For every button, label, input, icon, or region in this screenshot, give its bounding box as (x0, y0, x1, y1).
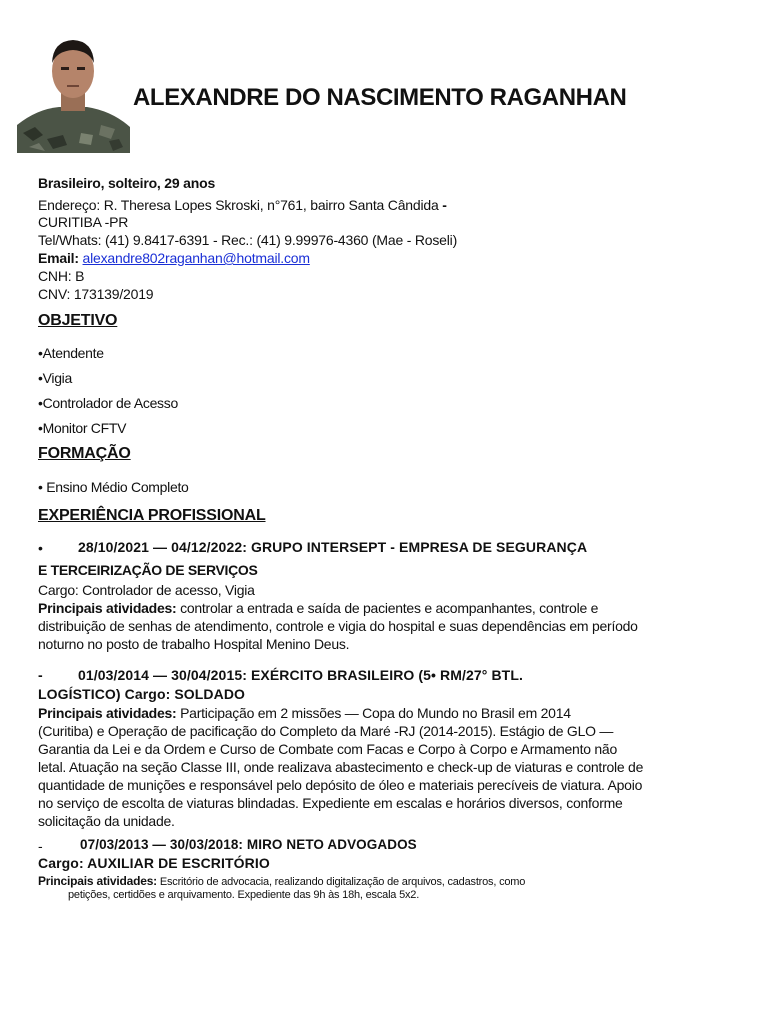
job-heading-continued: E TERCEIRIZAÇÃO DE SERVIÇOS (38, 562, 258, 578)
job-marker: - (38, 838, 43, 854)
cnv-line: CNV: 173139/2019 (38, 286, 154, 302)
education-item: • Ensino Médio Completo (38, 479, 189, 495)
email-link[interactable]: alexandre802raganhan@hotmail.com (82, 250, 310, 266)
job-activities-line: quantidade de munições e responsável pelo depósito de óleo e materiais perecíveis de viatura. Apoio (38, 777, 643, 793)
job-activities-line: Principais atividades: Participação em 2 missões — Copa do Mundo no Brasil em 2014 (38, 705, 571, 721)
job-heading-continued: Cargo: AUXILIAR DE ESCRITÓRIO (38, 855, 270, 871)
job-activities-line: solicitação da unidade. (38, 813, 175, 829)
profile-photo (17, 29, 130, 153)
phone-line: Tel/Whats: (41) 9.8417-6391 - Rec.: (41) 9.99976-4360 (Mae - Roseli) (38, 232, 458, 248)
objective-item: •Vigia (38, 370, 72, 386)
cnh-line: CNH: B (38, 268, 85, 284)
email-line (38, 249, 310, 267)
job-activities-line: no serviço de escolta de viaturas blindadas. Expediente em escalas e horários diversos, conforme (38, 795, 623, 811)
job-cargo: Cargo: Controlador de acesso, Vigia (38, 582, 255, 598)
section-title-experiencia: EXPERIÊNCIA PROFISSIONAL (38, 507, 266, 524)
job-activities-line: Principais atividades: controlar a entrada e saída de pacientes e acompanhantes, controle e (38, 600, 599, 616)
address-line-2: CURITIBA -PR (38, 214, 129, 230)
section-title-formacao: FORMAÇÃO (38, 445, 131, 462)
job-activities-line: petições, certidões e arquivamento. Expediente das 9h às 18h, escala 5x2. (68, 889, 420, 901)
job-activities-line: Principais atividades: Escritório de advocacia, realizando digitalização de arquivos, cadastros, como (38, 874, 526, 888)
job-activities-line: Garantia da Lei e da Ordem e Curso de Combate com Facas e Corpo à Corpo e Armamento não (38, 741, 618, 757)
job-heading: 28/10/2021 — 04/12/2022: GRUPO INTERSEPT - EMPRESA DE SEGURANÇA (78, 539, 588, 555)
job-heading: 07/03/2013 — 30/03/2018: MIRO NETO ADVOGADOS (80, 837, 417, 852)
candidate-name: ALEXANDRE DO NASCIMENTO RAGANHAN (133, 84, 627, 111)
job-activities-line: distribuição de senhas de atendimento, controle e vigia do hospital e suas dependências em período (38, 618, 638, 634)
job-activities-line: (Curitiba) e Operação de pacificação do Completo da Maré -RJ (2014-2015). Estágio de GLO — (38, 723, 614, 739)
email-label: Email: (38, 250, 79, 266)
personal-summary: Brasileiro, solteiro, 29 anos (38, 175, 216, 191)
section-title-objetivo: OBJETIVO (38, 312, 118, 329)
job-heading-continued: LOGÍSTICO) Cargo: SOLDADO (38, 686, 246, 702)
objective-item: •Controlador de Acesso (38, 395, 178, 411)
job-marker: • (38, 540, 43, 556)
job-marker: - (38, 667, 43, 683)
job-activities-line: noturno no posto de trabalho Hospital Menino Deus. (38, 636, 350, 652)
objective-item: •Atendente (38, 345, 104, 361)
address-line-1: Endereço: R. Theresa Lopes Skroski, n°761, bairro Santa Cândida - (38, 197, 447, 213)
objective-item: •Monitor CFTV (38, 420, 127, 436)
job-activities-line: letal. Atuação na seção Classe III, onde realizava abastecimento e check-up de viaturas e controle de (38, 759, 644, 775)
job-heading: 01/03/2014 — 30/04/2015: EXÉRCITO BRASILEIRO (5• RM/27° BTL. (78, 667, 523, 683)
